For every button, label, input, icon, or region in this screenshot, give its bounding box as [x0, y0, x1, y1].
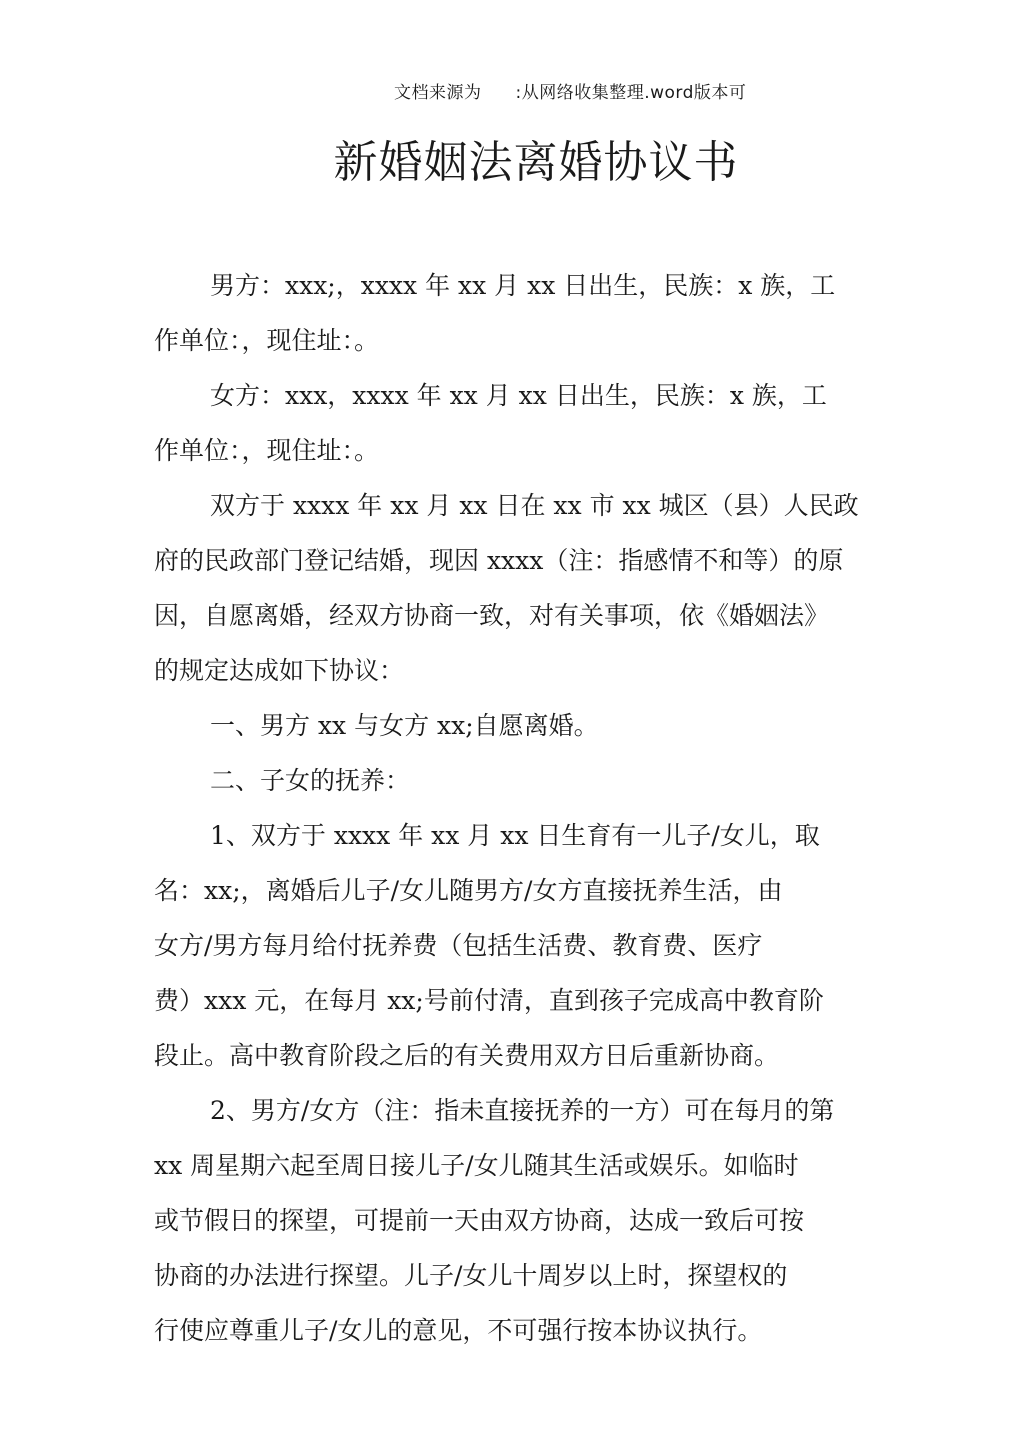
body-line: 因，自愿离婚，经双方协商一致，对有关事项，依《婚姻法》: [154, 601, 830, 630]
body-line: 作单位：，现住址：。: [154, 436, 380, 465]
body-line: 男方：xxx;，xxxx 年 xx 月 xx 日出生，民族：x 族，工: [210, 271, 836, 300]
body-line: 段止。高中教育阶段之后的有关费用双方日后重新协商。: [154, 1041, 780, 1070]
body-line: 二、子女的抚养：: [210, 766, 411, 795]
body-line: 协商的办法进行探望。儿子/女儿十周岁以上时，探望权的: [154, 1261, 788, 1290]
body-line: 1、双方于 xxxx 年 xx 月 xx 日生育有一儿子/女儿，取: [210, 821, 820, 850]
document-body: [154, 258, 874, 1358]
document-title: 新婚姻法离婚协议书: [333, 137, 739, 188]
body-line: 名：xx;，离婚后儿子/女儿随男方/女方直接抚养生活，由: [154, 876, 783, 905]
body-line: 女方/男方每月给付抚养费（包括生活费、教育费、医疗: [154, 931, 763, 960]
body-line: 女方：xxx，xxxx 年 xx 月 xx 日出生，民族：x 族，工: [210, 381, 827, 410]
body-line: xx 周星期六起至周日接儿子/女儿随其生活或娱乐。如临时: [154, 1151, 799, 1180]
body-line: 的规定达成如下协议：: [154, 656, 405, 685]
source-note-right: :从网络收集整理.word版本可: [515, 83, 747, 103]
body-line: 行使应尊重儿子/女儿的意见，不可强行按本协议执行。: [154, 1316, 763, 1345]
body-line: 2、男方/女方（注：指未直接抚养的一方）可在每月的第: [210, 1096, 835, 1125]
body-line: 府的民政部门登记结婚，现因 xxxx（注：指感情不和等）的原: [154, 546, 844, 575]
source-note: [394, 78, 746, 103]
body-line: 作单位：，现住址：。: [154, 326, 380, 355]
source-note-left: 文档来源为: [394, 83, 482, 103]
body-line: 费）xxx 元，在每月 xx;号前付清，直到孩子完成高中教育阶: [154, 986, 824, 1015]
body-line: 一、男方 xx 与女方 xx;自愿离婚。: [210, 711, 599, 740]
body-line: 双方于 xxxx 年 xx 月 xx 日在 xx 市 xx 城区（县）人民政: [210, 491, 859, 520]
body-line: 或节假日的探望，可提前一天由双方协商，达成一致后可按: [154, 1206, 805, 1235]
